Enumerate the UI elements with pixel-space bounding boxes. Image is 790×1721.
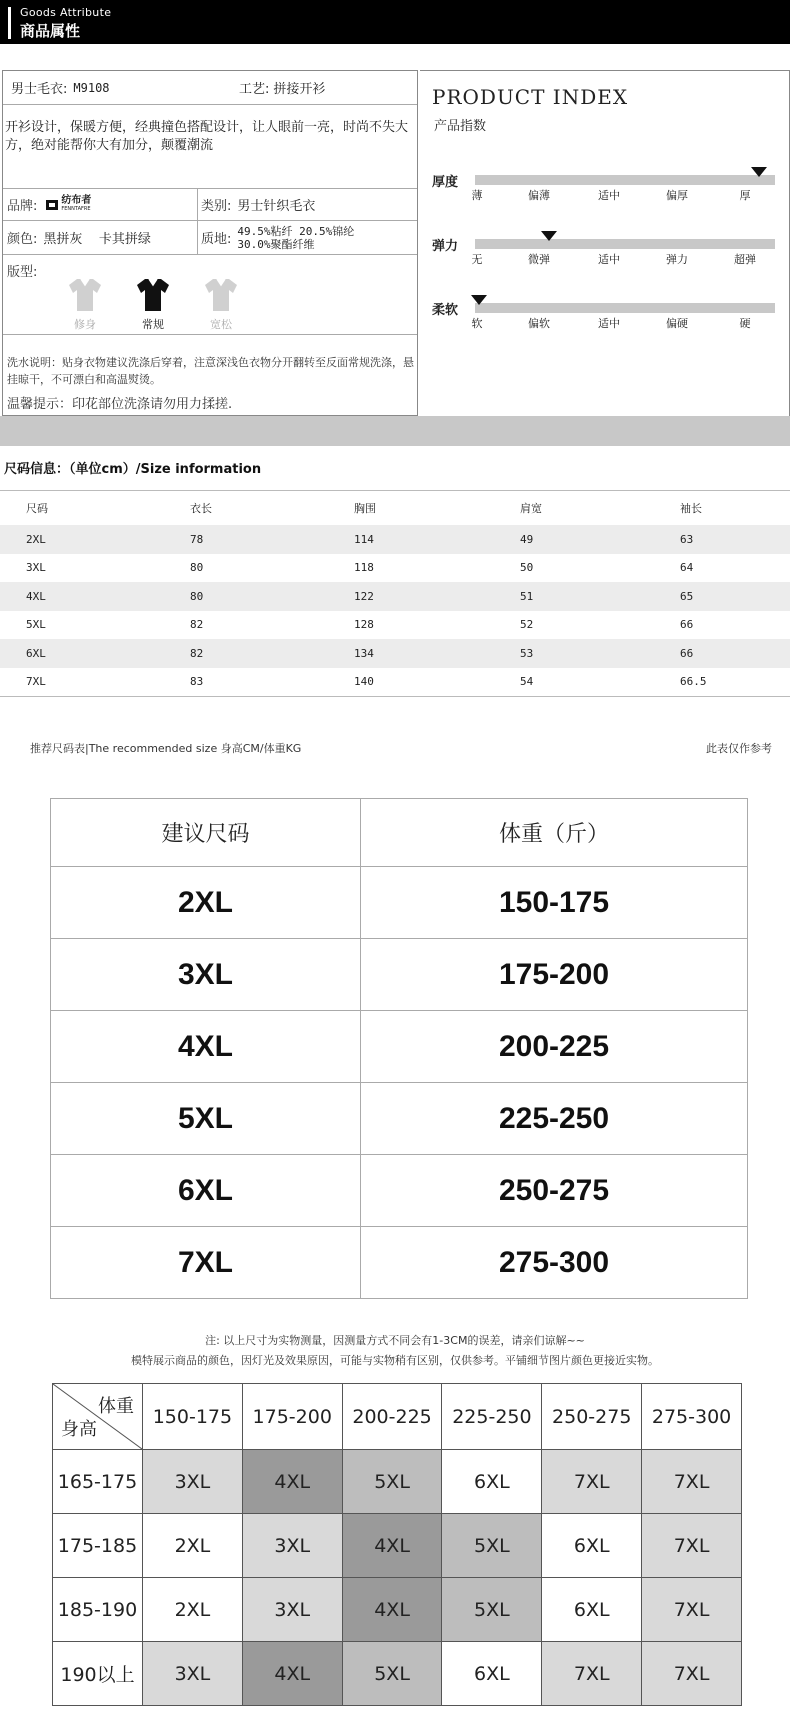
matrix-size-cell: 4XL <box>342 1578 442 1642</box>
scale-label: 适中 <box>598 189 620 202</box>
size-cell: 6XL <box>26 646 46 660</box>
recommend-row <box>51 1227 748 1299</box>
size-table-row <box>0 611 790 640</box>
size-header-cell: 肩宽 <box>520 502 542 515</box>
size-cell: 3XL <box>26 561 46 575</box>
matrix-size-cell: 7XL <box>542 1642 642 1706</box>
scale-name: 柔软 <box>432 303 459 318</box>
size-cell: 64 <box>680 561 694 575</box>
size-cell: 134 <box>354 646 374 660</box>
scale-label: 薄 <box>471 189 483 202</box>
size-table-row <box>0 639 790 668</box>
recommend-row <box>51 1011 748 1083</box>
material-line1: 49.5%粘纤 20.5%锦纶 <box>237 224 355 238</box>
level-marker-icon <box>471 295 487 305</box>
scale-label: 无 <box>471 253 483 266</box>
slim-fit-shirt-icon <box>65 277 105 313</box>
matrix-height-label: 身高 <box>61 1419 97 1440</box>
matrix-row <box>53 1578 742 1642</box>
matrix-size-cell: 5XL <box>342 1450 442 1514</box>
recommend-header-cell: 体重（斤） <box>361 799 748 867</box>
attr-row-color <box>3 221 417 255</box>
brand-logo <box>45 196 91 214</box>
scale-name: 弹力 <box>432 239 459 254</box>
size-cell: 80 <box>190 589 204 603</box>
divider-strip <box>0 416 790 446</box>
size-cell: 53 <box>520 646 534 660</box>
size-cell: 50 <box>520 561 534 575</box>
matrix-weight-header: 175-200 <box>242 1384 342 1450</box>
matrix-size-cell: 6XL <box>542 1578 642 1642</box>
size-header-cell: 尺码 <box>26 502 48 515</box>
name-value: M9108 <box>73 80 110 95</box>
regular-fit-shirt-icon <box>133 277 173 313</box>
matrix-weight-header: 225-250 <box>442 1384 542 1450</box>
recommended-size-table <box>50 798 748 1299</box>
matrix-size-cell: 3XL <box>143 1450 243 1514</box>
fit-label: 版型: <box>7 265 38 280</box>
size-cell: 54 <box>520 675 534 689</box>
recommend-size-cell: 4XL <box>51 1011 361 1083</box>
size-cell: 65 <box>680 589 694 603</box>
matrix-size-cell: 7XL <box>642 1450 742 1514</box>
matrix-size-cell: 6XL <box>542 1514 642 1578</box>
size-cell: 128 <box>354 618 374 632</box>
loose-fit-shirt-icon <box>201 277 241 313</box>
size-info-title: 尺码信息：（单位cm）/Size information <box>4 462 262 477</box>
size-cell: 63 <box>680 532 694 546</box>
matrix-weight-header: 150-175 <box>143 1384 243 1450</box>
size-table-bottom-rule <box>0 696 790 697</box>
matrix-height-cell: 190以上 <box>53 1642 143 1706</box>
matrix-height-cell: 165-175 <box>53 1450 143 1514</box>
reference-only-note: 此表仅作参考 <box>706 742 772 755</box>
recommend-size-cell: 7XL <box>51 1227 361 1299</box>
size-table-row <box>0 554 790 583</box>
size-cell: 7XL <box>26 675 46 689</box>
matrix-size-cell: 5XL <box>442 1578 542 1642</box>
attribute-panel <box>2 70 418 416</box>
scale-label: 硬 <box>739 317 751 330</box>
matrix-size-cell: 3XL <box>242 1514 342 1578</box>
size-cell: 122 <box>354 589 374 603</box>
material-label: 质地: <box>201 232 232 247</box>
craft-label: 工艺: <box>239 82 270 97</box>
brand-label: 品牌: <box>7 199 38 214</box>
matrix-row <box>53 1642 742 1706</box>
matrix-size-cell: 7XL <box>642 1514 742 1578</box>
matrix-size-cell: 7XL <box>642 1642 742 1706</box>
recommend-header-row <box>51 799 748 867</box>
recommend-size-cell: 5XL <box>51 1083 361 1155</box>
matrix-height-cell: 175-185 <box>53 1514 143 1578</box>
recommend-row <box>51 1155 748 1227</box>
name-label: 男士毛衣: <box>11 82 68 97</box>
size-header-cell: 衣长 <box>190 502 212 515</box>
category-label: 类别: <box>201 199 232 214</box>
recommend-weight-cell: 250-275 <box>361 1155 748 1227</box>
level-marker-icon <box>751 167 767 177</box>
recommend-row <box>51 939 748 1011</box>
recommend-weight-cell: 150-175 <box>361 867 748 939</box>
matrix-corner-cell <box>53 1384 143 1450</box>
scale-label: 弹力 <box>666 253 688 266</box>
scale-label: 厚 <box>739 189 751 202</box>
brand-logo-text: 纺布者 <box>61 194 92 206</box>
section-header <box>0 0 790 44</box>
color-value: 黑拼灰 卡其拼绿 <box>43 232 151 247</box>
recommend-weight-cell: 275-300 <box>361 1227 748 1299</box>
size-table <box>0 491 790 697</box>
size-cell: 82 <box>190 618 204 632</box>
scale-label: 偏硬 <box>666 317 688 330</box>
category-value: 男士针织毛衣 <box>237 199 316 214</box>
material-value <box>237 225 354 251</box>
size-cell: 114 <box>354 532 374 546</box>
size-cell: 66.5 <box>680 675 707 689</box>
fit-loose-label: 宽松 <box>210 318 232 331</box>
matrix-size-cell: 3XL <box>242 1578 342 1642</box>
scale-label: 适中 <box>598 253 620 266</box>
size-header-cell: 胸围 <box>354 502 376 515</box>
matrix-size-cell: 2XL <box>143 1578 243 1642</box>
matrix-size-cell: 2XL <box>143 1514 243 1578</box>
scale-label: 偏厚 <box>666 189 688 202</box>
size-cell: 83 <box>190 675 204 689</box>
matrix-weight-header: 200-225 <box>342 1384 442 1450</box>
size-cell: 66 <box>680 618 694 632</box>
matrix-size-cell: 3XL <box>143 1642 243 1706</box>
attr-row-name <box>3 71 417 105</box>
size-cell: 51 <box>520 589 534 603</box>
matrix-weight-header: 275-300 <box>642 1384 742 1450</box>
size-cell: 4XL <box>26 589 46 603</box>
color-label: 颜色: <box>7 232 38 247</box>
recommend-row <box>51 867 748 939</box>
material-line2: 30.0%聚酯纤维 <box>237 237 315 251</box>
matrix-size-cell: 4XL <box>242 1642 342 1706</box>
measurement-note: 注: 以上尺寸为实物测量，因测量方式不同会有1-3CM的误差，请亲们谅解~~ <box>205 1334 585 1347</box>
attr-row-fit <box>3 255 417 335</box>
size-cell: 52 <box>520 618 534 632</box>
size-table-row <box>0 668 790 697</box>
header-accent-bar <box>8 7 11 39</box>
recommend-weight-cell: 175-200 <box>361 939 748 1011</box>
product-index-panel <box>420 70 790 416</box>
recommend-size-cell: 2XL <box>51 867 361 939</box>
size-cell: 140 <box>354 675 374 689</box>
matrix-size-cell: 4XL <box>242 1450 342 1514</box>
scale-label: 适中 <box>598 317 620 330</box>
size-table-row <box>0 582 790 611</box>
wash-instructions: 洗水说明：贴身衣物建议洗涤后穿着，注意深浅色衣物分开翻转至反面常规洗涤，悬挂晾干，不可漂白和高温熨烫。 <box>7 356 414 386</box>
matrix-size-cell: 7XL <box>542 1450 642 1514</box>
size-cell: 66 <box>680 646 694 660</box>
matrix-size-cell: 6XL <box>442 1642 542 1706</box>
size-cell: 5XL <box>26 618 46 632</box>
size-cell: 49 <box>520 532 534 546</box>
recommend-caption: 推荐尺码表|The recommended size 身高CM/体重KG <box>30 742 302 755</box>
size-table-header-row <box>0 491 790 525</box>
header-title-cn: 商品属性 <box>20 22 81 40</box>
scale-label: 微弹 <box>528 253 550 266</box>
color-note: 模特展示商品的颜色，因灯光及效果原因，可能与实物稍有区别，仅供参考。平铺细节图片颜色更接近实物。 <box>131 1354 659 1367</box>
recommend-weight-cell: 200-225 <box>361 1011 748 1083</box>
recommend-row <box>51 1083 748 1155</box>
brand-logo-sub: FENNTAFRE <box>61 205 91 212</box>
matrix-weight-header: 250-275 <box>542 1384 642 1450</box>
attr-row-brand <box>3 189 417 221</box>
product-index-subtitle: 产品指数 <box>434 119 487 134</box>
recommend-size-cell: 3XL <box>51 939 361 1011</box>
brand-logo-icon <box>45 198 59 212</box>
matrix-height-cell: 185-190 <box>53 1578 143 1642</box>
matrix-row <box>53 1514 742 1578</box>
size-cell: 82 <box>190 646 204 660</box>
size-table-row <box>0 525 790 554</box>
recommend-weight-cell: 225-250 <box>361 1083 748 1155</box>
scale-label: 偏薄 <box>528 189 550 202</box>
size-cell: 80 <box>190 561 204 575</box>
fit-slim-label: 修身 <box>74 318 96 331</box>
matrix-size-cell: 5XL <box>342 1642 442 1706</box>
matrix-size-cell: 4XL <box>342 1514 442 1578</box>
size-cell: 2XL <box>26 532 46 546</box>
size-cell: 118 <box>354 561 374 575</box>
scale-bar <box>475 239 775 249</box>
scale-label: 超弹 <box>734 253 756 266</box>
fit-regular-label: 常规 <box>142 318 164 331</box>
size-cell: 78 <box>190 532 204 546</box>
product-index-title: PRODUCT INDEX <box>432 85 629 109</box>
scale-name: 厚度 <box>432 175 459 190</box>
scale-bar <box>475 175 775 185</box>
matrix-size-cell: 6XL <box>442 1450 542 1514</box>
matrix-row <box>53 1450 742 1514</box>
craft-value: 拼接开衫 <box>273 82 326 97</box>
size-matrix-table <box>52 1383 742 1706</box>
recommend-size-cell: 6XL <box>51 1155 361 1227</box>
level-marker-icon <box>541 231 557 241</box>
matrix-size-cell: 5XL <box>442 1514 542 1578</box>
matrix-size-cell: 7XL <box>642 1578 742 1642</box>
scale-label: 软 <box>471 317 483 330</box>
scale-label: 偏软 <box>528 317 550 330</box>
recommend-header-cell: 建议尺码 <box>51 799 361 867</box>
header-title-en: Goods Attribute <box>20 6 112 19</box>
warm-tip: 温馨提示：印花部位洗涤请勿用力揉搓. <box>7 397 233 412</box>
attr-row-desc <box>3 105 417 189</box>
scale-bar <box>475 303 775 313</box>
product-description: 开衫设计，保暖方便，经典撞色搭配设计，让人眼前一亮，时尚不失大方，绝对能帮你大有加分，颠覆潮流 <box>5 120 409 153</box>
size-header-cell: 袖长 <box>680 502 702 515</box>
matrix-weight-label: 体重 <box>98 1396 134 1417</box>
matrix-header-row <box>53 1384 742 1450</box>
